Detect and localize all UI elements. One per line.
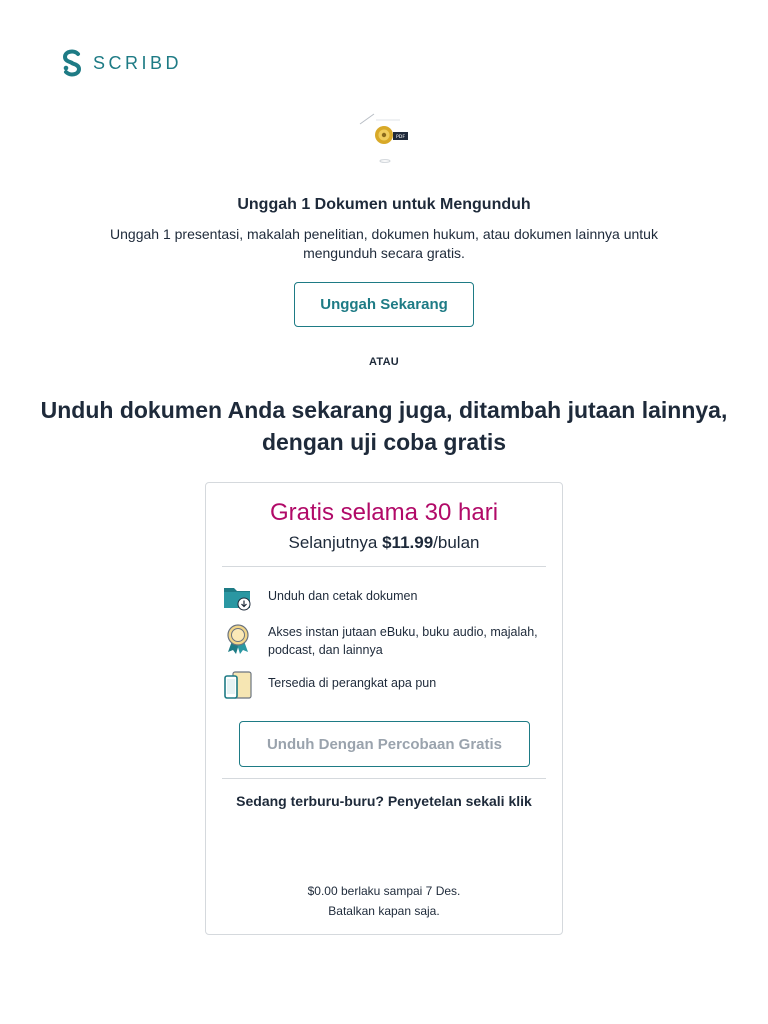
card-divider [222,566,546,567]
scribd-logo[interactable] [60,49,182,77]
brand-name: SCRIBD [93,52,183,73]
cancel-anytime-text: Batalkan kapan saja. [328,904,440,918]
feature-text: Akses instan jutaan eBuku, buku audio, majalah, podcast, dan lainnya [268,625,538,657]
upload-description: Unggah 1 presentasi, makalah penelitian, dokumen hukum, atau dokumen lainnya untuk mengunduh secara gratis. [110,226,658,261]
fine-print [206,881,562,921]
or-separator: ATAU [368,356,400,368]
trial-expiry-text: $0.00 berlaku sampai 7 Des. [307,884,461,898]
free-trial-card [205,482,563,935]
price-amount: $11.99 [382,533,434,552]
price-prefix: Selanjutnya [288,533,383,552]
price-line [206,533,562,553]
document-upload-icon [356,110,414,168]
trial-offer-title: Gratis selama 30 hari [269,499,499,526]
price-suffix: /bulan [433,533,480,552]
award-ribbon-icon [222,623,254,655]
upload-title: Unggah 1 Dokumen untuk Mengunduh [237,196,531,213]
feature-item [222,623,548,659]
feature-text: Tersedia di perangkat apa pun [268,676,437,690]
one-click-setup-link[interactable]: Sedang terburu-buru? Penyetelan sekali klik [236,793,532,809]
upload-now-button[interactable]: Unggah Sekarang [294,282,474,327]
download-folder-icon [222,581,254,613]
devices-icon [222,669,254,701]
pdf-badge-label: PDF [396,135,405,141]
feature-item [222,581,548,613]
feature-text: Unduh dan cetak dokumen [268,589,418,603]
card-divider [222,778,546,779]
free-trial-download-button[interactable]: Unduh Dengan Percobaan Gratis [239,721,530,767]
scribd-logo-icon [60,49,84,77]
feature-item [222,669,548,701]
trial-headline: Unduh dokumen Anda sekarang juga, ditambah jutaan lainnya, dengan uji coba gratis [40,397,728,455]
